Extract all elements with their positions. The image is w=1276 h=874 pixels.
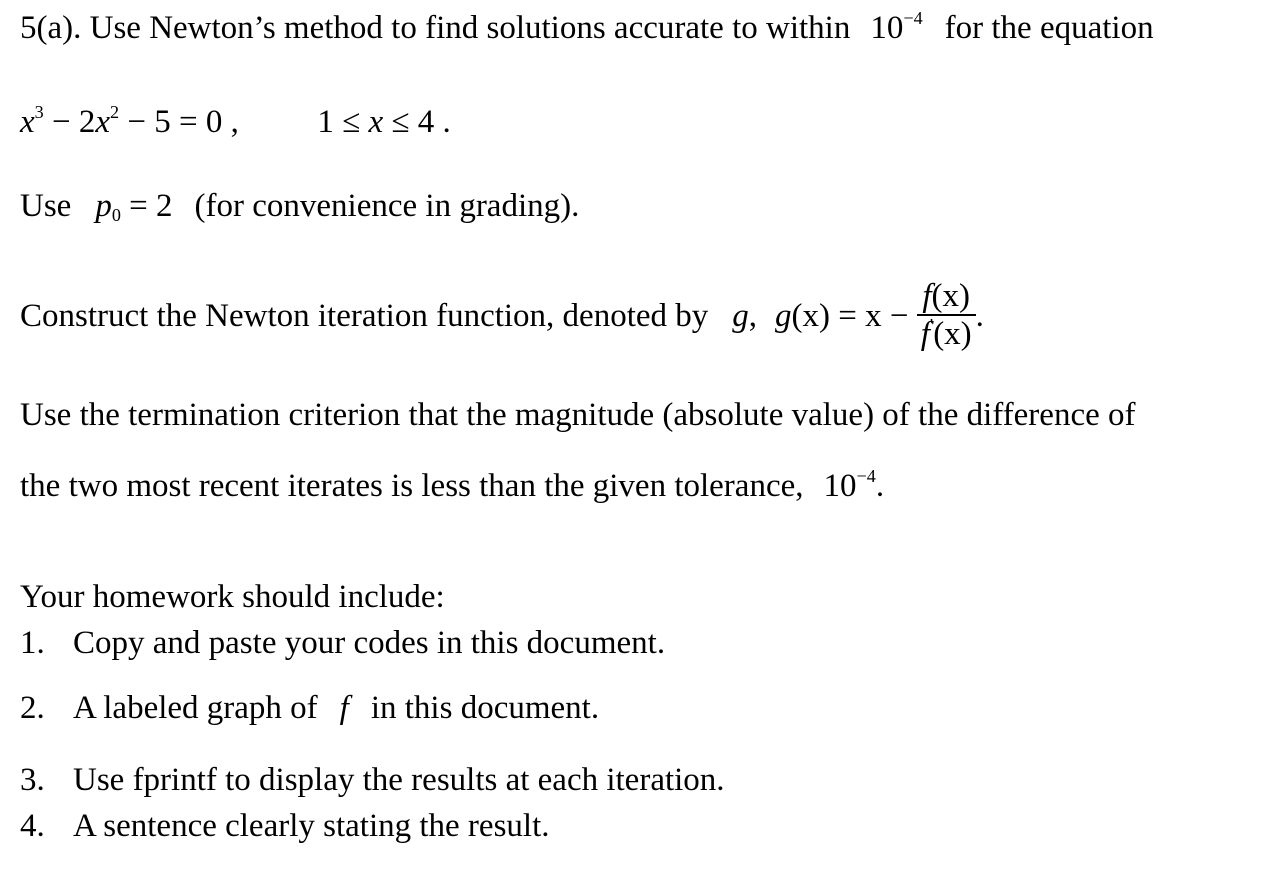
list-item — [20, 692, 599, 725]
construct-comma: , — [748, 297, 758, 334]
tolerance-exponent: −4 — [903, 8, 923, 29]
numerator-arg: (x) — [931, 278, 971, 314]
initial-use: Use — [20, 188, 72, 224]
numerator-f: f — [922, 278, 932, 314]
denominator-arg: (x) — [933, 316, 972, 353]
initial-value: = 2 — [120, 188, 173, 224]
termination-text: the two most recent iterates is less than the given tolerance, — [20, 468, 804, 504]
construct-eq: = x − — [830, 297, 909, 334]
denominator-f: f — [920, 316, 930, 353]
termination-line-1: Use the termination criterion that the magnitude (absolute value) of the difference of — [20, 397, 1136, 433]
construct-period: . — [975, 297, 984, 334]
list-item — [20, 627, 665, 660]
initial-guess-line — [20, 188, 580, 226]
problem-statement-line — [20, 8, 1154, 46]
problem-prefix: 5(a). Use Newton’s method to find solutions accurate to within — [20, 10, 851, 46]
fraction-denominator — [917, 316, 976, 352]
eq-exp-2: 2 — [110, 102, 120, 123]
list-item-text: Copy and paste your codes in this document. — [73, 625, 666, 661]
construct-text: Construct the Newton iteration function, denoted by — [20, 297, 709, 334]
construct-g: g — [732, 297, 749, 334]
termination-period: . — [875, 468, 885, 504]
initial-p-subscript: 0 — [111, 205, 121, 226]
equation-line — [20, 102, 451, 140]
list-item-number: 3. — [20, 762, 45, 798]
list-item-number: 1. — [20, 625, 45, 661]
list-item — [20, 810, 550, 843]
list-item-text: Use fprintf to display the results at each iteration. — [73, 762, 725, 798]
construct-gx: g — [775, 297, 792, 334]
eq-tail: − 5 = 0 , — [127, 104, 239, 140]
list-item-text-pre: A labeled graph of — [73, 690, 318, 726]
list-item-number: 4. — [20, 808, 45, 844]
denominator-prime: ' — [929, 314, 934, 335]
interval-post: ≤ 4 . — [383, 104, 451, 140]
termination-line-2 — [20, 466, 885, 504]
list-item-text: A sentence clearly stating the result. — [73, 808, 550, 844]
eq-x-cubed: x — [20, 104, 35, 140]
termination-tol-base: 10 — [823, 468, 857, 504]
tolerance-base: 10 — [870, 10, 904, 46]
eq-minus-2: − 2 — [51, 104, 96, 140]
problem-suffix: for the equation — [944, 10, 1154, 46]
list-item-number: 2. — [20, 690, 45, 726]
interval-x: x — [368, 104, 384, 140]
list-item — [20, 764, 725, 797]
construct-line — [20, 278, 984, 356]
eq-exp-3: 3 — [34, 102, 44, 123]
eq-x-squared: x — [95, 104, 111, 140]
list-item-f: f — [339, 690, 349, 726]
newton-fraction — [917, 278, 976, 353]
initial-p: p — [95, 188, 112, 224]
initial-note: (for convenience in grading). — [194, 188, 580, 224]
termination-tol-exponent: −4 — [856, 466, 876, 487]
interval-pre: 1 ≤ — [317, 104, 369, 140]
construct-gx-arg: (x) — [791, 297, 830, 334]
homework-header: Your homework should include: — [20, 579, 445, 615]
list-item-text-post: in this document. — [370, 690, 600, 726]
fraction-numerator — [917, 278, 976, 316]
